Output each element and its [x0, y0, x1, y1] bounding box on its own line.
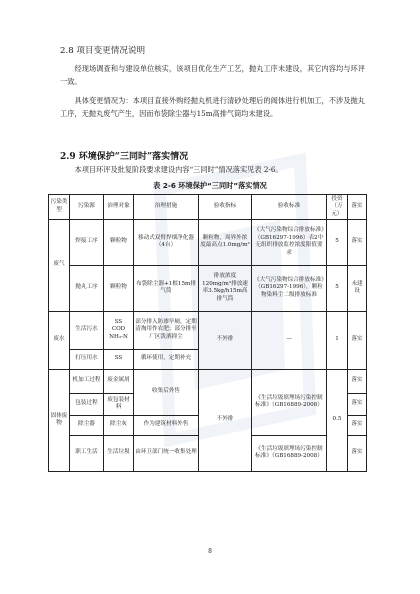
- measure-cell: 收集后外售: [134, 369, 199, 415]
- standard-cell: 《大气污染物综合排放标准》（GB16297-1996）表2中无组织排放监控浓度限值要求: [252, 219, 327, 265]
- table-row-air-shotblast: [49, 265, 367, 311]
- status-cell: 落实: [348, 369, 367, 393]
- target-cell: 除尘灰: [104, 415, 134, 435]
- source-cell: 除尘器: [70, 415, 104, 435]
- invest-cell: 0.5: [327, 369, 348, 471]
- measure-cell: 布袋除尘器+1根15m排气筒: [134, 265, 199, 311]
- page-number: 8: [208, 548, 212, 555]
- standard-cell: 《生活垃圾填埋场污染控制标准》（GB16889-2008）: [252, 435, 327, 471]
- category-cell-water: 废水: [49, 311, 70, 369]
- target-cell: 废金属屑: [104, 369, 134, 393]
- measure-cell: 作为建筑材料外售: [134, 415, 199, 435]
- target-cell: 生活垃圾: [104, 435, 134, 471]
- measure-cell: 部分排入防渗旱厕，定期清掏用作农肥；部分排至厂区泼洒抑尘: [134, 311, 199, 349]
- header-cell: 治理对象: [104, 195, 134, 220]
- header-cell: 污染源: [70, 195, 104, 220]
- status-cell: 落实: [348, 219, 367, 265]
- standard-cell: 《大气污染物综合排放标准》（GB16297-1996），颗粒物染料尘二级排放标准: [252, 265, 327, 311]
- status-cell: 落实: [348, 393, 367, 415]
- header-cell: 投资（万元）: [327, 195, 348, 220]
- table-row-air-welding: [49, 219, 367, 265]
- standard-cell: —: [252, 311, 327, 369]
- source-cell: 机加工过程: [70, 369, 104, 393]
- target-cell: SS COD NH₃-N: [104, 311, 134, 349]
- three-simultaneous-table: [48, 194, 367, 472]
- indicator-cell: 不外排: [199, 311, 252, 369]
- invest-cell: 1: [327, 311, 348, 369]
- header-cell: 验收标准: [252, 195, 327, 220]
- source-cell: 职工生活: [70, 435, 104, 471]
- paragraph-change-summary: 经现场调查和与建设单位核实，该项目优化生产工艺，抛丸工序未建设，其它内容均与环评一致。: [60, 64, 365, 87]
- section-heading-2-8: 2.8 项目变更情况说明: [60, 46, 146, 56]
- status-cell: 落实: [348, 311, 367, 369]
- target-cell: SS: [104, 349, 134, 369]
- table-header-row: [49, 195, 367, 220]
- indicator-cell: 不外排: [199, 369, 252, 471]
- table-row-solid-machining: [49, 369, 367, 393]
- header-cell: 落实: [348, 195, 367, 220]
- target-cell: 颗粒物: [104, 265, 134, 311]
- status-cell: 落实: [348, 415, 367, 435]
- measure-cell: 移动式双臂焊烟净化器（4台）: [134, 219, 199, 265]
- target-cell: 废包装材料: [104, 393, 134, 415]
- standard-cell: 《生活垃圾填埋场污染控制标准》（GB16889-2008）: [252, 369, 327, 435]
- indicator-cell: 颗粒物，周界外浓度最高点1.0mg/m³: [199, 219, 252, 265]
- header-cell: 污染类型: [49, 195, 70, 220]
- header-cell: 验收指标: [199, 195, 252, 220]
- invest-cell: 5: [327, 265, 348, 311]
- header-cell: 治理措施: [134, 195, 199, 220]
- source-cell: 包装过程: [70, 393, 104, 415]
- table-caption: 表 2-6 环境保护“三同时”落实情况: [153, 181, 267, 190]
- category-cell-air: 废气: [49, 219, 70, 311]
- status-cell: 未建设: [348, 265, 367, 311]
- target-cell: 颗粒物: [104, 219, 134, 265]
- section-heading-2-9: 2.9 环境保护“三同时”落实情况: [60, 152, 189, 162]
- category-cell-solid: 固体废物: [49, 369, 70, 471]
- paragraph-three-simultaneous: 本项目环评及批复阶段要求建设内容“三同时”情况落实见表 2-6。: [74, 165, 283, 174]
- measure-cell: 由环卫部门统一收集处理: [134, 435, 199, 471]
- status-cell: 落实: [348, 435, 367, 471]
- source-cell: 生活污水: [70, 311, 104, 349]
- source-cell: 抛丸工序: [70, 265, 104, 311]
- measure-cell: 循环使用，定期补充: [134, 349, 199, 369]
- source-cell: 打压用水: [70, 349, 104, 369]
- source-cell: 焊接工序: [70, 219, 104, 265]
- paragraph-change-details: 具体变更情况为：本项目直接外购经抛丸机进行清砂处理后的阀体进行机加工，不涉及抛丸工序，无抛丸废气产生，因而布袋除尘器与15m高排气筒均未建设。: [60, 96, 365, 119]
- table-row-water-domestic: [49, 311, 367, 349]
- invest-cell: 5: [327, 219, 348, 265]
- indicator-cell: 排放浓度120mg/m³排放速率3.5kg/h15m高排气筒: [199, 265, 252, 311]
